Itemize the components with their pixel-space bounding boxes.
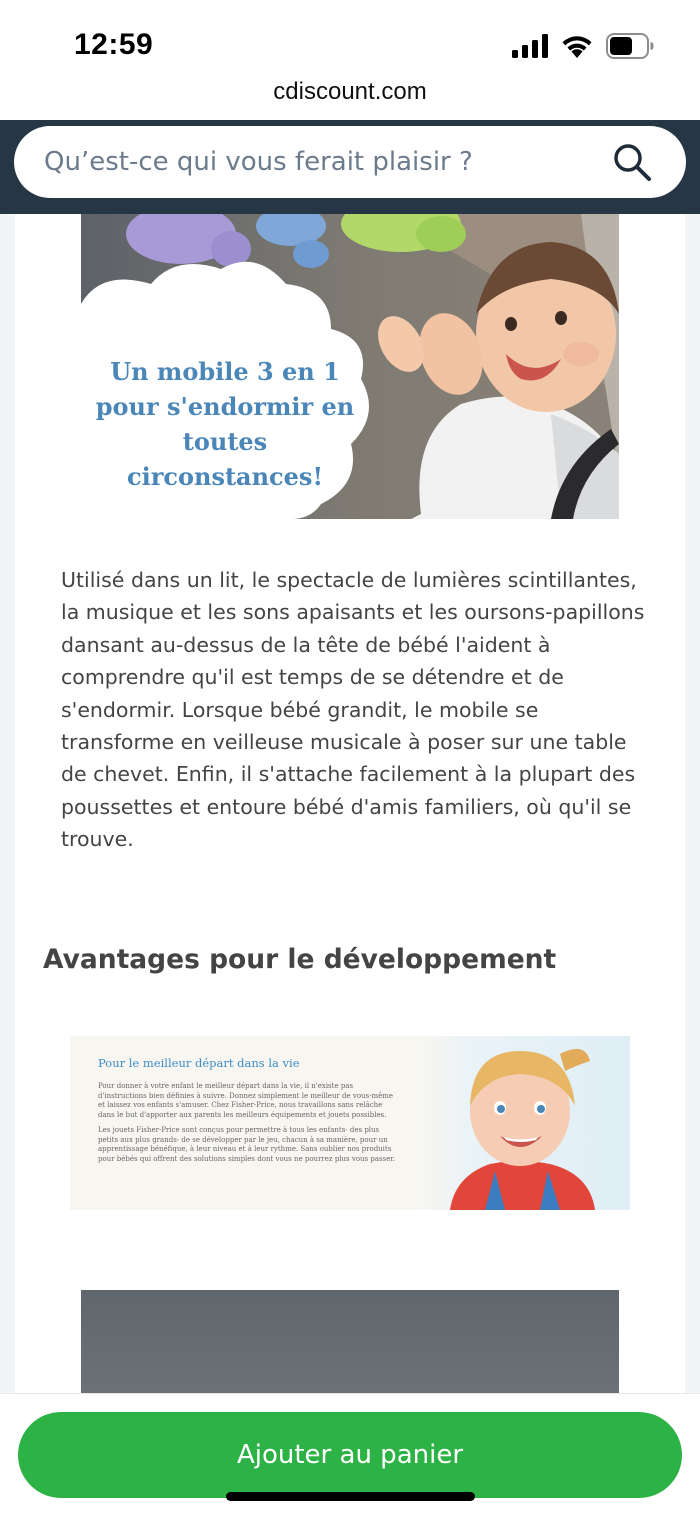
promo-banner-image bbox=[70, 1036, 630, 1210]
status-time: 12:59 bbox=[74, 28, 154, 61]
wifi-icon bbox=[560, 34, 594, 58]
search-input[interactable] bbox=[44, 126, 584, 198]
product-description-card bbox=[15, 214, 685, 1394]
promo-paragraph-2: Les jouets Fisher-Price sont conçus pour permettre à tous les enfants- des plus petits aux plus grands- de se développer par le jeu, chacun à sa manière, pour un apprentissage bénéfique, à leur niveau et à leur rythme. Sans oublier nos produits pour bébés qui offrent des solutions simples dont vous ne pourrez plus vous passer. bbox=[98, 1126, 396, 1163]
search-header bbox=[0, 120, 700, 214]
browser-url[interactable]: cdiscount.com bbox=[273, 78, 427, 105]
product-gray-image bbox=[81, 1290, 619, 1394]
home-indicator[interactable] bbox=[226, 1492, 475, 1501]
search-icon[interactable] bbox=[612, 142, 652, 182]
status-bar bbox=[0, 0, 700, 80]
add-to-cart-button[interactable]: Ajouter au panier bbox=[18, 1412, 682, 1498]
promo-paragraph-1: Pour donner à votre enfant le meilleur départ dans la vie, il n'existe pas d'instructions bien définies à suivre. Donnez simplement le meilleur de vous-même et laissez vos enfants s'amuser. Chez Fisher-Price, nous travaillons sans relâche dans le but d'apporter aux parents les meilleurs équipements et jouets possibles. bbox=[98, 1082, 394, 1119]
cellular-signal-icon bbox=[512, 34, 548, 58]
hero-image-caption: Un mobile 3 en 1 pour s'endormir en toutes circonstances! bbox=[95, 357, 355, 491]
status-icons bbox=[512, 32, 654, 60]
section-title-development: Avantages pour le développement bbox=[43, 944, 557, 975]
product-hero-image bbox=[81, 214, 619, 519]
promo-text bbox=[98, 1082, 398, 1170]
product-description: Utilisé dans un lit, le spectacle de lumières scintillantes, la musique et les sons apaisants et les oursons-papillons dansant au-dessus de la tête de bébé l'aident à comprendre qu'il est temps de se détendre et de s'endormir. Lorsque bébé grandit, le mobile se transforme en veilleuse musicale à poser sur une table de chevet. Enfin, il s'attache facilement à la plupart des poussettes et entoure bébé d'amis familiers, où qu'il se trouve. bbox=[61, 568, 645, 852]
bottom-action-bar bbox=[0, 1393, 700, 1515]
search-box[interactable] bbox=[14, 126, 686, 198]
battery-icon bbox=[606, 33, 654, 59]
child-photo-illustration bbox=[400, 1036, 630, 1210]
promo-title: Pour le meilleur départ dans la vie bbox=[98, 1056, 300, 1070]
